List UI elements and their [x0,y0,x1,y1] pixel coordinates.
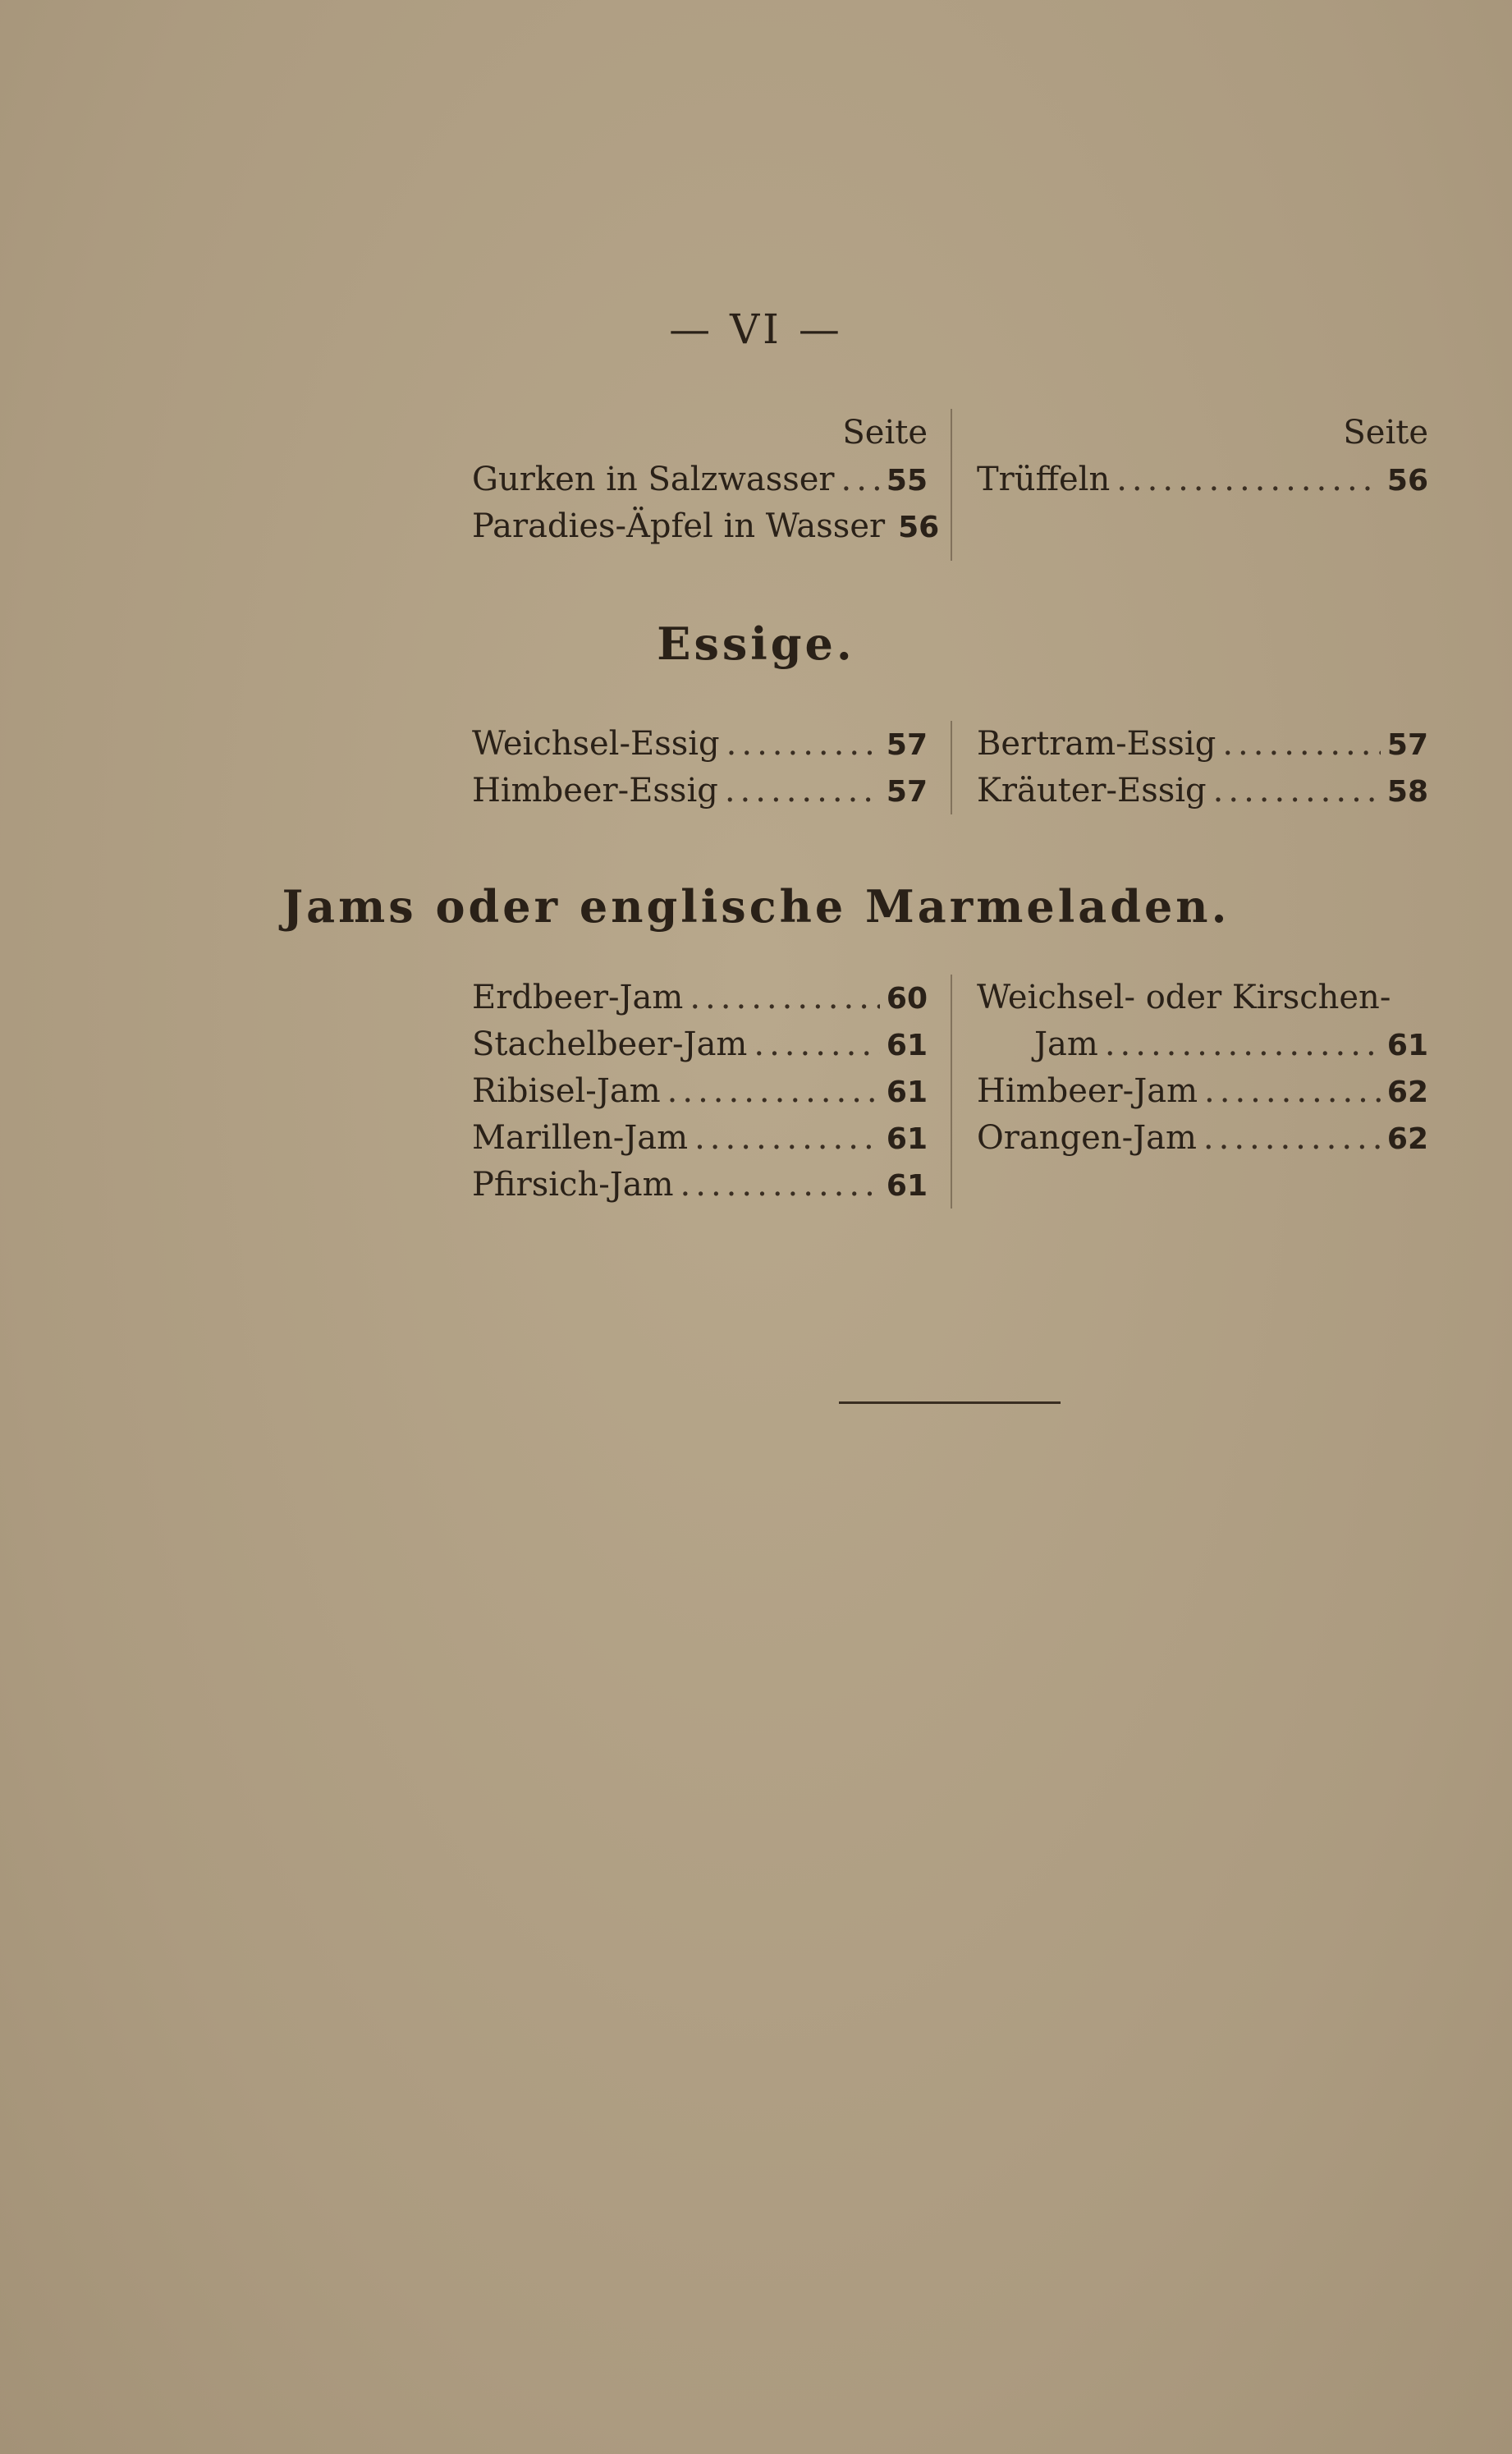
dot-leader [690,975,880,1021]
toc-entry [472,1021,928,1068]
entry-title: Paradies-Äpfel in Wasser [472,507,886,545]
entry-page: 58 [1386,775,1428,809]
entry-page: 57 [886,775,928,809]
entry-page: 57 [886,728,928,762]
toc-column-right [977,975,1428,1162]
toc-column-left [472,721,928,814]
section-title: Essige. [657,617,855,670]
dot-leader [694,1115,880,1162]
entry-title: Trüffeln [977,461,1111,498]
toc-entry [472,721,928,768]
toc-entry [977,456,1428,503]
toc-section-1 [472,409,1428,565]
entry-page: 56 [898,511,940,544]
toc-entry [977,1115,1428,1162]
entry-title: Jam [1034,1025,1098,1063]
entry-title: Marillen-Jam [472,1119,689,1157]
entry-page: 61 [886,1029,928,1062]
toc-entry [977,975,1428,1021]
section-title: Jams oder englische Marmeladen. [282,880,1230,933]
entry-title: Orangen-Jam [977,1119,1197,1157]
toc-column-left [472,975,928,1209]
dot-leader [1213,768,1381,814]
toc-entry [472,768,928,814]
entry-title: Bertram-Essig [977,725,1216,763]
toc-entry [977,768,1428,814]
toc-section-3 [472,975,1428,1213]
dot-leader [726,721,880,768]
entry-page: 57 [1386,728,1428,762]
entry-title: Ribisel-Jam [472,1072,661,1110]
toc-column-left [472,409,940,550]
dot-leader [1204,1068,1381,1115]
entry-page: 61 [886,1122,928,1156]
toc-entry [472,1068,928,1115]
toc-column-right [977,721,1428,814]
column-divider [951,409,952,561]
toc-entry [472,503,940,550]
dot-leader [1116,456,1381,503]
dot-leader [667,1068,880,1115]
page-column-header: Seite [1343,414,1428,452]
end-rule [839,1401,1061,1404]
toc-entry [977,1068,1428,1115]
entry-page: 62 [1386,1122,1428,1156]
toc-section-2 [472,721,1428,819]
entry-title: Weichsel- oder Kirschen- [977,979,1391,1016]
dot-leader [841,456,880,503]
toc-entry [472,1115,928,1162]
toc-entry [977,721,1428,768]
entry-title: Erdbeer-Jam [472,979,684,1016]
entry-title: Kräuter-Essig [977,772,1207,810]
entry-page: 61 [1386,1029,1428,1062]
toc-entry [472,456,928,503]
entry-page: 62 [1386,1076,1428,1109]
dot-leader [1105,1021,1381,1068]
dot-leader [725,768,880,814]
entry-title: Stachelbeer-Jam [472,1025,748,1063]
column-divider [951,721,952,814]
entry-title: Pfirsich-Jam [472,1166,674,1204]
dot-leader [754,1021,880,1068]
entry-title: Himbeer-Jam [977,1072,1198,1110]
page-column-header: Seite [842,414,928,452]
column-divider [951,975,952,1209]
dot-leader [680,1162,880,1209]
toc-entry [472,1162,928,1209]
entry-page: 61 [886,1169,928,1203]
entry-title: Himbeer-Essig [472,772,718,810]
entry-page: 60 [886,982,928,1016]
toc-entry [472,975,928,1021]
entry-page: 61 [886,1076,928,1109]
entry-page: 55 [886,464,928,498]
toc-column-right [977,409,1428,503]
page-number: — VI — [669,305,843,353]
dot-leader [1222,721,1381,768]
entry-page: 56 [1386,464,1428,498]
toc-entry-continued [977,1021,1428,1068]
entry-title: Weichsel-Essig [472,725,720,763]
entry-title: Gurken in Salzwasser [472,461,835,498]
dot-leader [1203,1115,1381,1162]
